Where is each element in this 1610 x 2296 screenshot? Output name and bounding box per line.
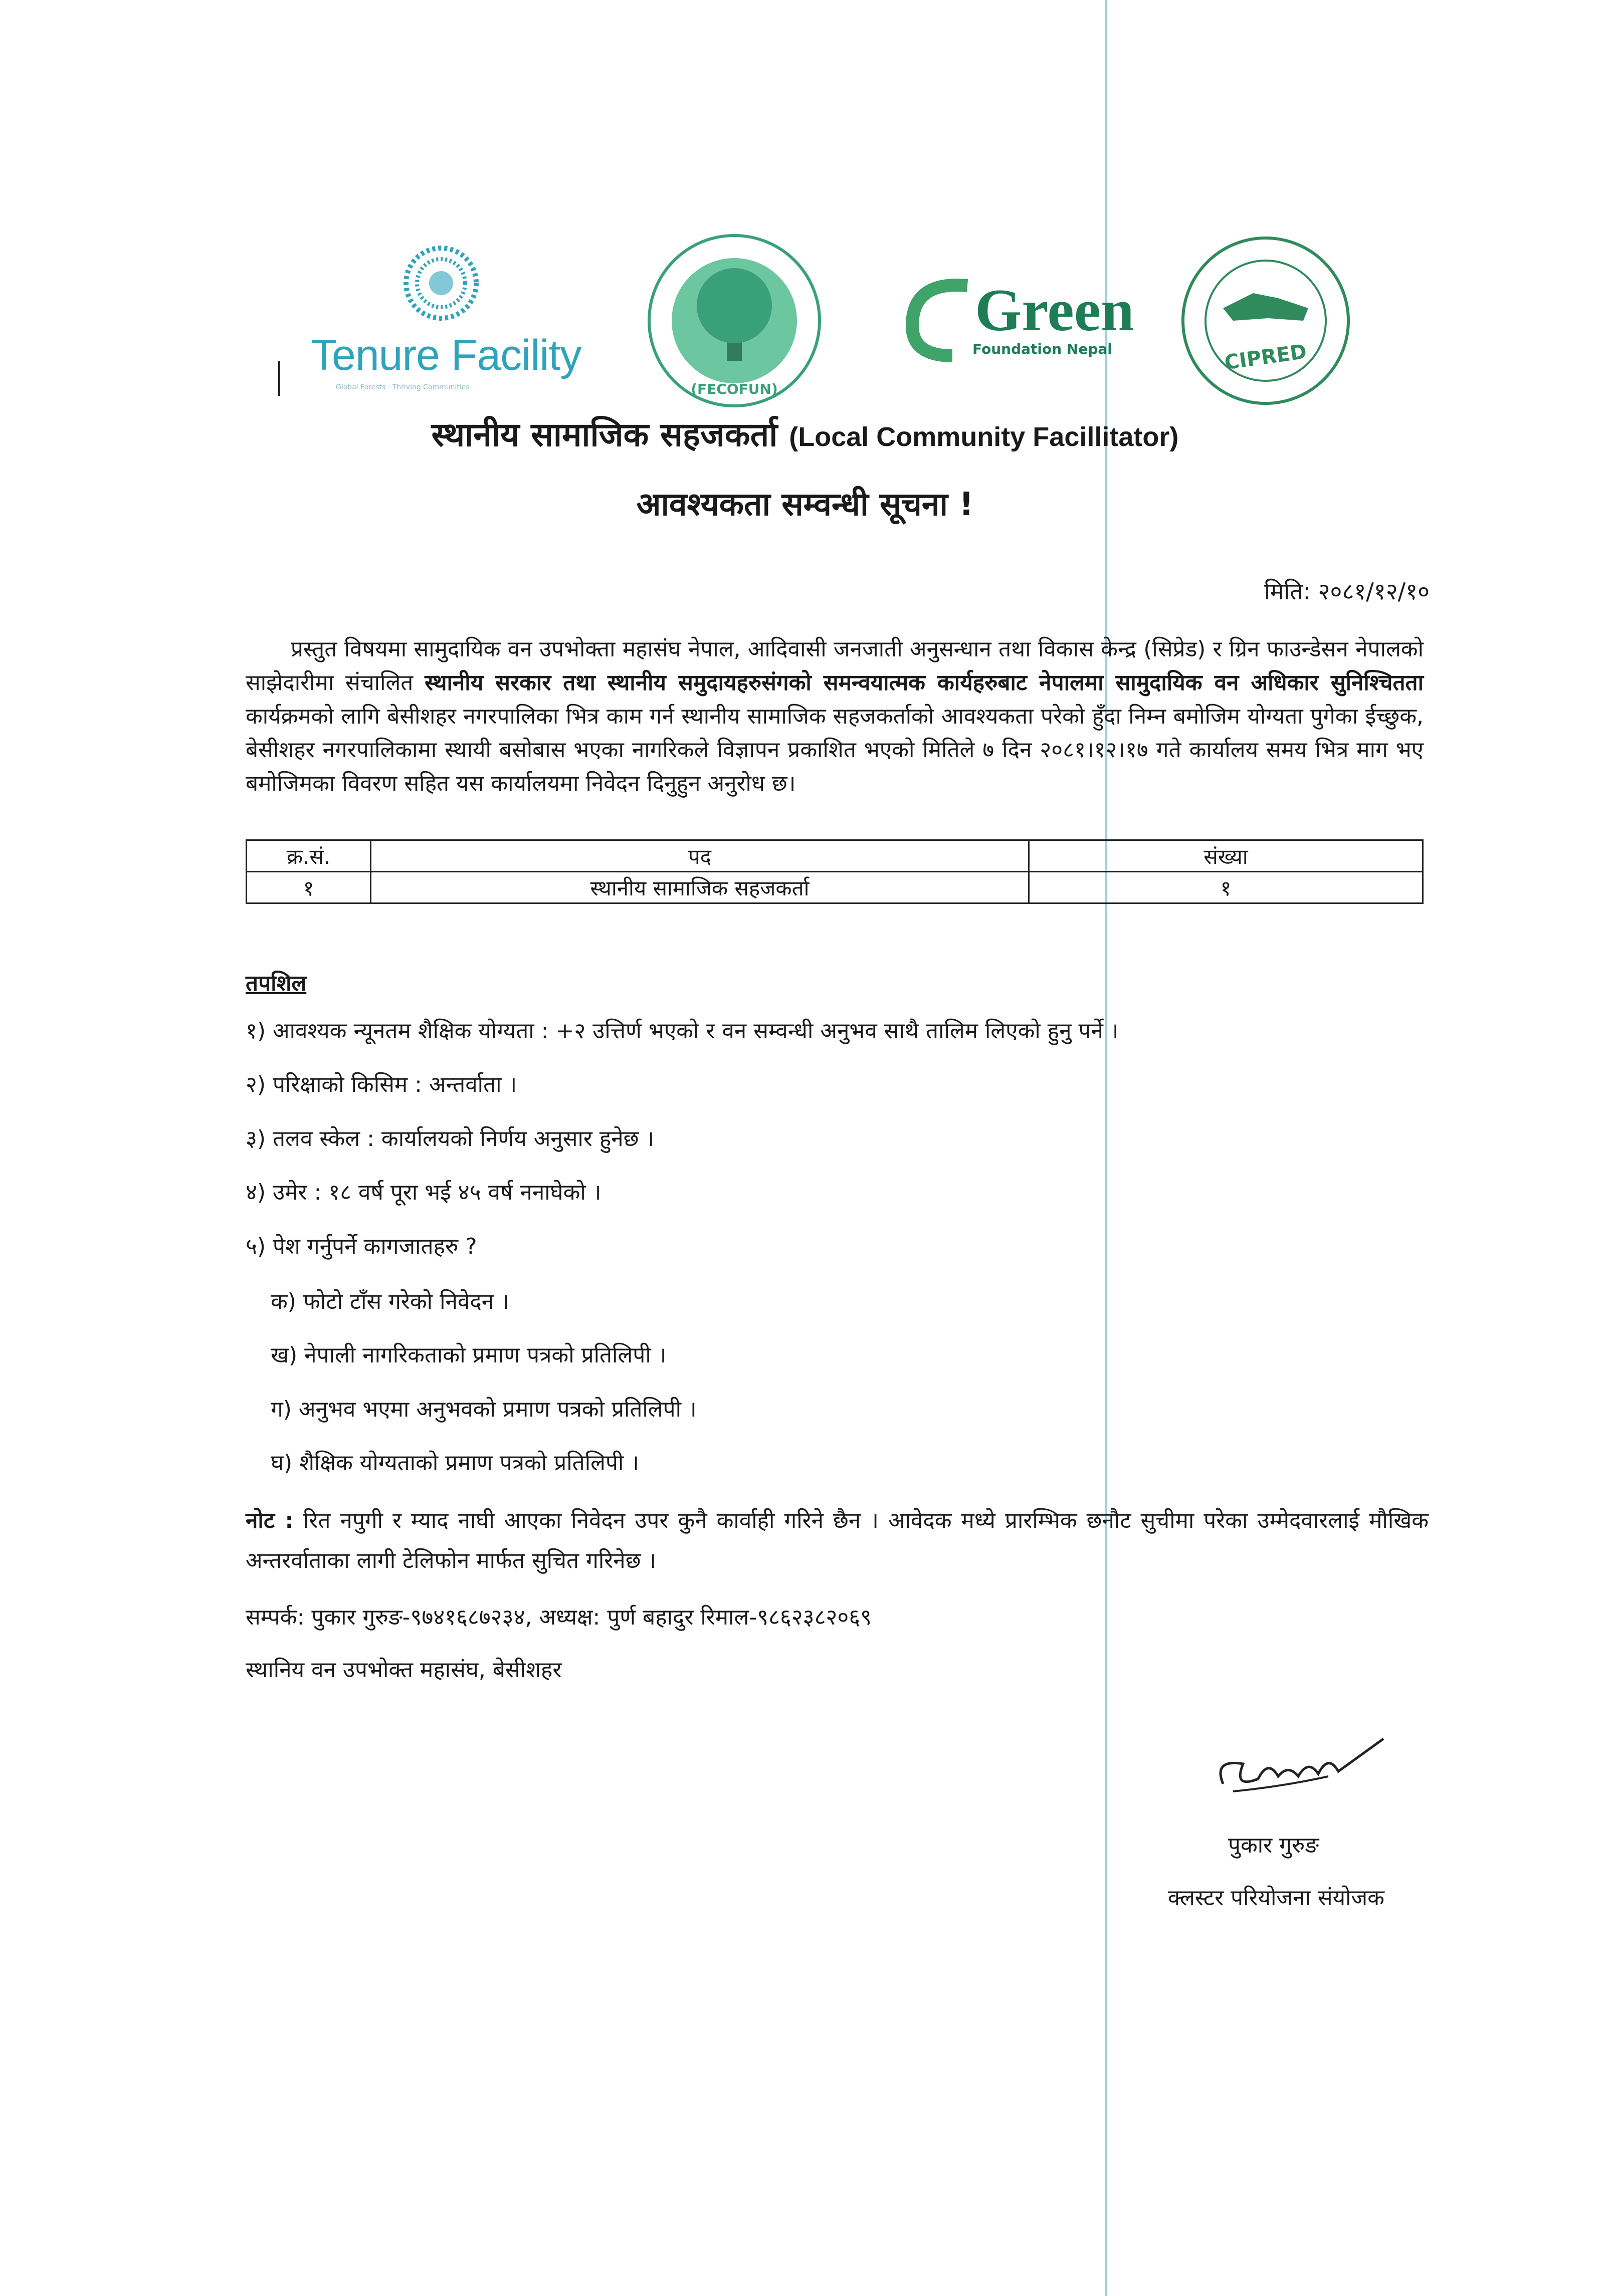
intro-part1: प्रस्तुत विषयमा सामुदायिक वन उपभोक्ता महासंघ नेपाल, आदिवासी जनजाती अनुसन्धान तथा विकास केन्द्र (सिप्रेड) र ग्रिन फाउन्डेसन नेपालको साझेदारीमा संचालित [246, 636, 1424, 696]
intro-paragraph [246, 632, 1424, 800]
tenure-facility-name: Tenure Facility [311, 331, 581, 379]
table-row [247, 872, 1423, 903]
document-item: घ) शैक्षिक योग्यताको प्रमाण पत्रको प्रतिलिपी । [271, 1450, 640, 1476]
col-post: पद [371, 840, 1029, 872]
green-foundation-word: Green [975, 277, 1134, 343]
detail-item: ४) उमेर : १८ वर्ष पूरा भई ४५ वर्ष ननाघेको । [246, 1180, 601, 1205]
cell-count: १ [1029, 872, 1423, 903]
document-item: ग) अनुभव भएमा अनुभवको प्रमाण पत्रको प्रतिलिपी । [271, 1397, 697, 1422]
col-serial: क्र.सं. [247, 840, 371, 872]
document-item: क) फोटो टाँस गरेको निवेदन । [271, 1289, 509, 1314]
title-nepali: स्थानीय सामाजिक सहजकर्ता [431, 415, 778, 454]
document-item: ख) नेपाली नागरिकताको प्रमाण पत्रको प्रतिलिपी । [271, 1342, 667, 1368]
tenure-facility-logo [301, 241, 581, 401]
contact-line: सम्पर्क: पुकार गुरुङ-९७४१६८७२३४, अध्यक्ष: पुर्ण बहादुर रिमाल-९८६२३८२०६९ [246, 1604, 872, 1630]
cipred-seal-icon [1178, 233, 1353, 408]
notice-date: मिति: २०८१/१२/१० [1264, 578, 1430, 605]
cipred-label: CIPRED [1223, 340, 1308, 375]
note-label: नोट : [246, 1508, 294, 1533]
tenure-facility-tagline: Global Forests · Thriving Communities [336, 383, 470, 391]
detail-item: ५) पेश गर्नुपर्ने कागजातहरु ? [246, 1234, 477, 1259]
fecofun-label: (FECOFUN) [691, 381, 778, 397]
cipred-logo [1178, 233, 1353, 408]
intro-part2: कार्यक्रमको लागि बेसीशहर नगरपालिका भित्र काम गर्न स्थानीय सामाजिक सहजकर्ताको आवश्यकता परेको हुँदा निम्न बमोजिम योग्यता पुगेका ईच्छुक, बेसीशहर नगरपालिकामा स्थायी बसोबास भएका नागरिकले विज्ञापन प्रकाशित भएको मितिले ७ दिन २०८१।१२।१७ गते कार्यालय समय भित्र माग भए बमोजिमका विवरण सहित यस कार्यालयमा निवेदन दिनुहुन अनुरोध छ। [246, 704, 1424, 796]
table-header-row [247, 840, 1423, 872]
vacancy-table [246, 839, 1424, 904]
detail-item: १) आवश्यक न्यूनतम शैक्षिक योग्यता : +२ उत्तिर्ण भएको र वन सम्वन्धी अनुभव साथै तालिम लिएको हुनु पर्ने । [246, 1018, 1119, 1044]
title-english: (Local Community Facillitator) [789, 422, 1179, 452]
notice-title [0, 411, 1610, 456]
note-text: रित नपुगी र म्याद नाघी आएका निवेदन उपर कुनै कार्वाही गरिने छैन । आवेदक मध्ये प्रारम्भिक छनौट सुचीमा परेका उम्मेदवारलाई मौखिक अन्तरर्वाताका लागी टेलिफोन मार्फत सुचित गरिनेछ । [246, 1508, 1429, 1573]
green-foundation-logo [892, 266, 1134, 366]
fecofun-logo [644, 231, 825, 411]
leaf-icon [892, 266, 977, 366]
margin-mark [278, 361, 280, 396]
signature-image [1203, 1729, 1393, 1809]
detail-item: २) परिक्षाको किसिम : अन्तर्वाता । [246, 1072, 517, 1097]
organization-line: स्थानिय वन उपभोक्त महासंघ, बेसीशहर [246, 1657, 562, 1683]
signatory-name: पुकार गुरुङ [1228, 1832, 1319, 1858]
cell-serial: १ [247, 872, 371, 903]
green-foundation-sub: Foundation Nepal [972, 341, 1112, 357]
cell-post: स्थानीय सामाजिक सहजकर्ता [371, 872, 1029, 903]
detail-item: ३) तलव स्केल : कार्यालयको निर्णय अनुसार हुनेछ । [246, 1126, 655, 1152]
note-paragraph [246, 1501, 1429, 1581]
details-heading: तपशिल [246, 971, 307, 996]
signatory-title: क्लस्टर परियोजना संयोजक [1168, 1885, 1384, 1911]
intro-program-name: स्थानीय सरकार तथा स्थानीय समुदायहरुसंगको समन्वयात्मक कार्यहरुबाट नेपालमा सामुदायिक वन अधिकार सुनिश्चितता [425, 670, 1424, 696]
tenure-globe-icon [386, 241, 496, 331]
notice-subtitle: आवश्यकता सम्वन्धी सूचना ! [636, 486, 974, 523]
col-count: संख्या [1029, 840, 1423, 872]
